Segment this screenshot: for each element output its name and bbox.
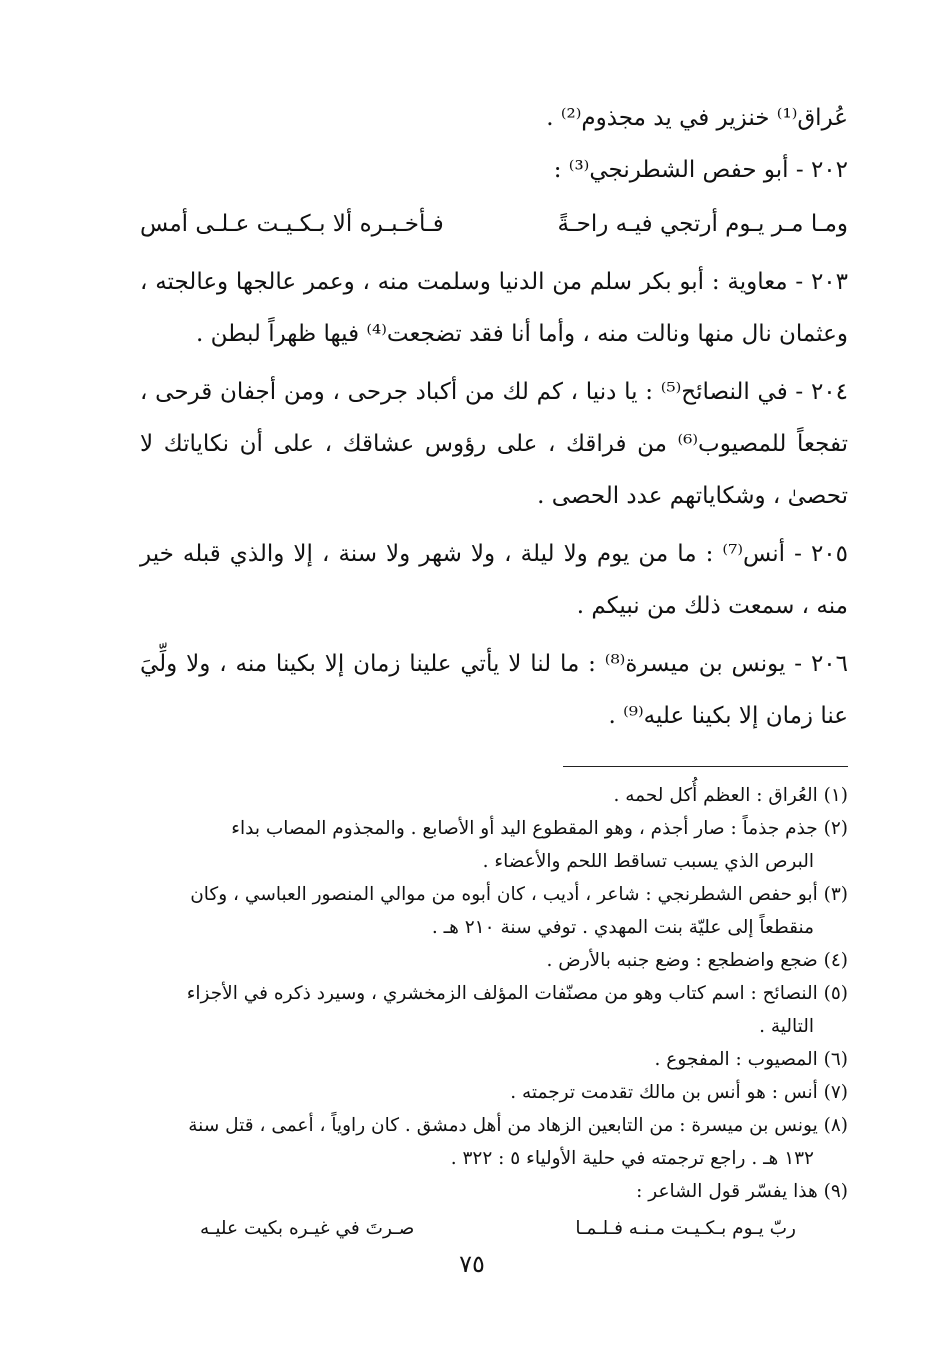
- page-number: ٧٥: [459, 1250, 485, 1278]
- footnote-2-continued: البرص الذي يسبب تساقط اللحم والأعضاء .: [482, 851, 814, 872]
- entry-206: ٢٠٦ - يونس بن ميسرة⁽⁸⁾ : ما لنا لا يأتي علينا زمان إلا بكينا منه ، ولا ولِّيَ عنا زمان إلا بكينا عليه⁽⁹⁾ .: [140, 651, 848, 729]
- verse-hemistich-right: ربّ يـوم بـكـيـت مـنـه فـلـمـا: [575, 1218, 796, 1239]
- footnote-7: (٧) أنس : هو أنس بن مالك تقدمت ترجمته .: [510, 1082, 848, 1103]
- footnote-5-continued: التالية .: [759, 1016, 814, 1037]
- footnote-9: (٩) هذا يفسّر قول الشاعر :: [636, 1181, 848, 1202]
- entry-202-heading: ٢٠٢ - أبو حفص الشطرنجي⁽³⁾ :: [553, 157, 848, 183]
- footnote-3: (٣) أبو حفص الشطرنجي : شاعر ، أديب ، كان أبوه من موالي المنصور العباسي ، وكان: [190, 884, 848, 905]
- entry-204: ٢٠٤ - في النصائح⁽⁵⁾ : يا دنيا ، كم لك من أكباد جرحى ، ومن أجفان قرحى ، تفجعاً للمصيوب⁽⁶⁾ من فراقك ، على رؤوس عشاقك ، على أن نكاياتك لا تحصىٰ ، وشكاياتهم عدد الحصى .: [140, 379, 848, 509]
- footnote-3-continued: منقطعاً إلى عليّة بنت المهدي . توفي سنة ٢١٠ هـ .: [431, 917, 814, 938]
- verse-hemistich-left: صـرتَ في غيـره بكيت عليـه: [200, 1218, 415, 1239]
- footnote-4: (٤) ضجع واضطجع : وضع جنبه بالأرض .: [546, 950, 848, 971]
- footnotes: [140, 779, 848, 1245]
- footnote-8-continued: ١٣٢ هـ . راجع ترجمته في حلية الأولياء ٥ : ٣٢٢ .: [450, 1148, 814, 1169]
- footnote-8: (٨) يونس بن ميسرة : من التابعين الزهاد من أهل دمشق . كان راوياً ، أعمى ، قتل سنة: [188, 1115, 848, 1136]
- verse-hemistich-right: ومـا مـر يـوم أرتجي فيـه راحـةً: [557, 211, 848, 237]
- footnote-1: (١) العُراق : العظم أُكل لحمه .: [613, 785, 848, 806]
- entry-203: ٢٠٣ - معاوية : أبو بكر سلم من الدنيا وسلمت منه ، وعمر عالجها وعالجته ، وعثمان نال منها ونالت منه ، وأما أنا فقد تضجعت⁽⁴⁾ فيها ظهراً لبطن .: [140, 269, 848, 347]
- entry-202-verse: [140, 198, 848, 250]
- footnote-9-verse: [140, 1212, 848, 1245]
- footnote-2: (٢) جذم جذماً : صار أجذم ، وهو المقطوع اليد أو الأصابع . والمجذوم المصاب بداء: [231, 818, 848, 839]
- verse-hemistich-left: فـأخـبـره ألا بـكـيـت عـلـى أمس: [140, 211, 444, 237]
- footnote-5: (٥) النصائح : اسم كتاب وهو من مصنّفات المؤلف الزمخشري ، وسيرد ذكره في الأجزاء: [186, 983, 848, 1004]
- entry-205: ٢٠٥ - أنس⁽⁷⁾ : ما من يوم ولا ليلة ، ولا شهر ولا سنة ، إلا والذي قبله خير منه ، سمعت ذلك من نبيكم .: [140, 541, 848, 619]
- footnote-divider: [563, 766, 848, 767]
- main-text: [140, 92, 848, 742]
- continuation-line: عُراق⁽¹⁾ خنزير في يد مجذوم⁽²⁾ .: [546, 105, 848, 131]
- footnote-6: (٦) المصيوب : المفجوع .: [654, 1049, 848, 1070]
